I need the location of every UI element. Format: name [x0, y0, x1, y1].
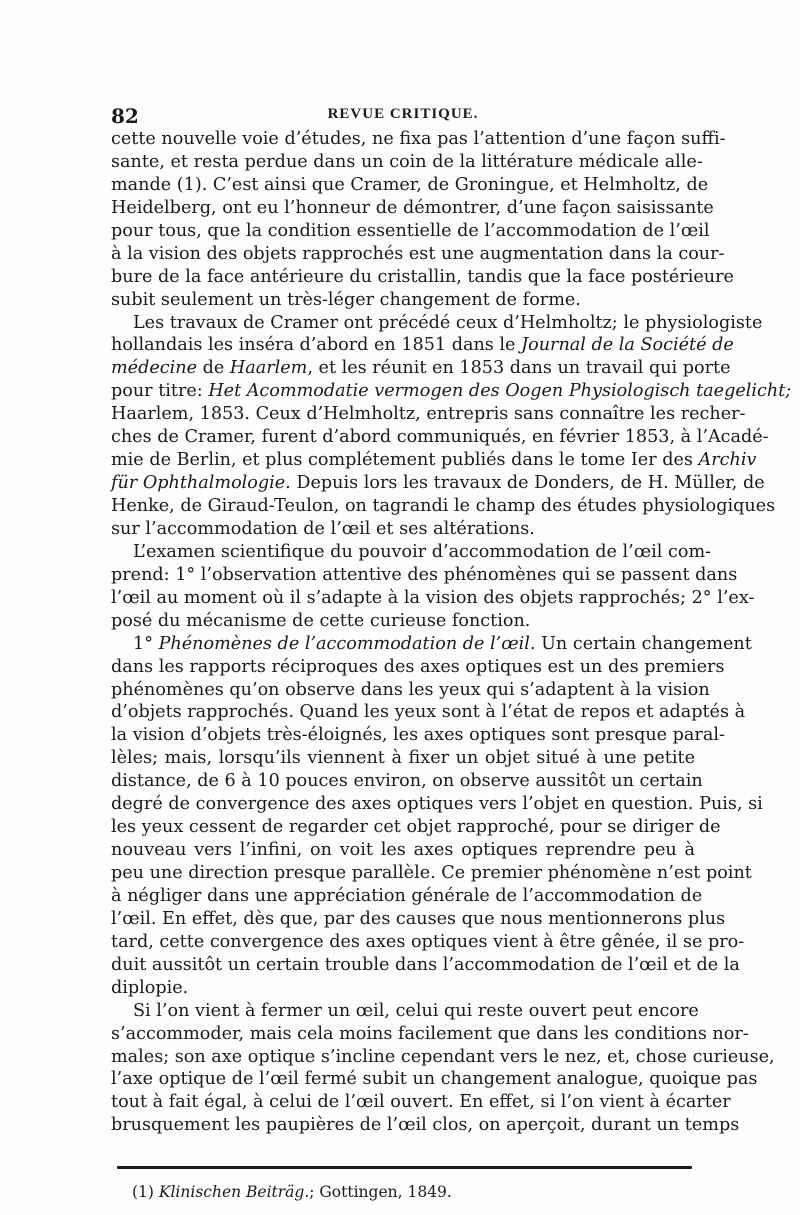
text-span: Les travaux de Cramer ont précédé ceux d’Helmholtz; le physiologiste [133, 312, 763, 333]
text-span: d’objets rapprochés. Quand les yeux sont à l’état de repos et adaptés à [111, 702, 746, 723]
text-span: diplopie. [111, 977, 189, 998]
page-header [111, 104, 695, 128]
italic-span: Archiv [698, 450, 757, 471]
text-span: tout à fait égal, à celui de l’œil ouvert. En effet, si l’on vient à écarter [111, 1092, 731, 1113]
text-span: duit aussitôt un certain trouble dans l’accommodation de l’œil et de la [111, 954, 740, 975]
text-line [111, 747, 695, 770]
text-span: Heidelberg, ont eu l’honneur de démontrer, d’une façon saisissante [111, 197, 714, 218]
text-span: mande (1). C’est ainsi que Cramer, de Groningue, et Helmholtz, de [111, 174, 709, 195]
text-line [111, 656, 725, 679]
running-head: REVUE CRITIQUE. [327, 106, 479, 122]
text-span: posé du mécanisme de cette curieuse fonction. [111, 610, 531, 631]
italic-span: Het Acommodatie vermogen des Oogen Physiologisch taegelicht; [208, 381, 792, 402]
text-span: l’œil au moment où il s’adapte à la vision des objets rapprochés; 2° l’ex- [111, 587, 755, 608]
text-line [111, 816, 721, 839]
text-line [111, 403, 746, 426]
footnote [132, 1183, 452, 1201]
text-span: degré de convergence des axes optiques vers l’objet en question. Puis, si [111, 794, 763, 815]
text-line [111, 1046, 775, 1069]
text-span: pour tous, que la condition essentielle de l’accommodation de l’œil [111, 220, 710, 241]
text-span: , et les réunit en 1853 dans un travail qui porte [307, 358, 731, 379]
text-line [111, 220, 710, 243]
text-span: hollandais les inséra d’abord en 1851 dans le [111, 335, 522, 356]
text-line [111, 426, 769, 449]
text-span: 1° [133, 633, 159, 654]
text-line [111, 289, 695, 312]
text-line [111, 770, 703, 793]
text-line [111, 862, 752, 885]
text-line [111, 312, 763, 335]
footnote-title: Klinischen Beiträg. [158, 1183, 310, 1201]
text-span: à négliger dans une appréciation générale de l’accommodation de [111, 885, 703, 906]
text-line [111, 954, 740, 977]
text-span: sur l’accommodation de l’œil et ses altérations. [111, 518, 535, 539]
text-span: prend: 1° l’observation attentive des phénomènes qui se passent dans [111, 564, 738, 585]
footnote-marker: (1) [132, 1183, 159, 1201]
text-line [111, 174, 709, 197]
text-line [111, 587, 755, 610]
italic-span: Haarlem [229, 358, 308, 379]
text-line [111, 266, 734, 289]
text-span: brusquement les paupières de l’œil clos, on aperçoit, durant un temps [111, 1115, 740, 1136]
text-line [111, 1114, 740, 1137]
text-line [111, 977, 695, 1000]
text-span: nouveau vers l’infini, on voit les axes optiques reprendre peu à [111, 840, 695, 861]
text-span: peu une direction presque parallèle. Ce premier phénomène n’est point [111, 863, 752, 883]
text-span: Depuis lors les travaux de Donders, de H. Müller, de [290, 473, 765, 494]
text-line [111, 518, 695, 541]
text-line [111, 610, 695, 633]
italic-span: Journal de la Société de [521, 335, 734, 356]
text-span: males; son axe optique s’incline cependant vers le nez, et, chose curieuse, [111, 1046, 775, 1067]
text-span: de [197, 358, 230, 379]
text-line [111, 449, 757, 472]
text-span: sante, et resta perdue dans un coin de la littérature médicale alle- [111, 151, 703, 172]
text-line [111, 541, 712, 564]
text-line [111, 151, 703, 174]
text-span: Haarlem, 1853. Ceux d’Helmholtz, entrepris sans connaître les recher- [111, 404, 746, 425]
text-span: cette nouvelle voie d’études, ne fixa pas l’attention d’une façon suffi- [111, 129, 726, 149]
text-span: phénomènes qu’on observe dans les yeux qui s’adaptent à la vision [111, 679, 710, 700]
text-line [111, 564, 738, 587]
text-span: tard, cette convergence des axes optiques vient à être gênée, il se pro- [111, 931, 745, 952]
text-line [111, 633, 752, 656]
text-line [111, 839, 695, 862]
text-span: Si l’on vient à fermer un œil, celui qui reste ouvert peut encore [133, 1000, 699, 1021]
footnote-rest: ; Gottingen, 1849. [309, 1183, 452, 1201]
text-line [111, 128, 726, 151]
text-line [111, 908, 726, 931]
text-span: Henke, de Giraud-Teulon, on tagrandi le champ des études physiologiques [111, 496, 776, 516]
text-line [111, 380, 792, 403]
text-span: s’accommoder, mais cela moins facilement que dans les conditions nor- [111, 1023, 749, 1044]
text-line [111, 701, 746, 724]
text-span: l’axe optique de l’œil fermé subit un changement analogue, quoique pas [111, 1069, 758, 1090]
text-line [111, 1068, 758, 1091]
text-line [111, 197, 714, 220]
text-line [111, 885, 703, 908]
text-line [111, 472, 765, 495]
text-line [111, 1023, 749, 1046]
italic-span: für Ophthalmologie. [111, 473, 291, 494]
text-span: à la vision des objets rapprochés est une augmentation dans la cour- [111, 243, 725, 264]
text-span: les yeux cessent de regarder cet objet rapproché, pour se diriger de [111, 817, 721, 838]
text-span: pour titre: [111, 381, 209, 402]
text-span: L’examen scientifique du pouvoir d’accommodation de l’œil com- [133, 541, 712, 562]
text-line [111, 334, 734, 357]
text-line [111, 931, 745, 954]
body-text [111, 128, 792, 1137]
text-line [111, 793, 763, 816]
text-span: Un certain changement [535, 633, 752, 654]
text-line [111, 1000, 699, 1023]
text-span: lèles; mais, lorsqu’ils viennent à fixer un objet situé à une petite [111, 748, 695, 769]
footnote-rule [117, 1166, 692, 1169]
text-line [111, 679, 710, 702]
text-line [111, 1091, 731, 1114]
text-span: ches de Cramer, furent d’abord communiqués, en février 1853, à l’Acadé- [111, 427, 769, 448]
text-span: mie de Berlin, et plus complétement publiés dans le tome Ier des [111, 450, 699, 471]
text-span: bure de la face antérieure du cristallin, tandis que la face postérieure [111, 266, 734, 287]
italic-span: médecine [111, 358, 197, 379]
text-span: subit seulement un très-léger changement de forme. [111, 289, 581, 310]
text-span: la vision d’objets très-éloignés, les axes optiques sont presque paral- [111, 725, 725, 746]
text-span: distance, de 6 à 10 pouces environ, on observe aussitôt un certain [111, 771, 703, 792]
text-line [111, 243, 725, 266]
text-line [111, 724, 725, 747]
text-line [111, 357, 731, 380]
page-number: 82 [111, 104, 139, 128]
text-span: dans les rapports réciproques des axes optiques est un des premiers [111, 656, 725, 677]
italic-span: Phénomènes de l’accommodation de l’œil. [158, 633, 536, 654]
text-span: l’œil. En effet, dès que, par des causes que nous mentionnerons plus [111, 908, 726, 929]
text-line [111, 495, 776, 518]
